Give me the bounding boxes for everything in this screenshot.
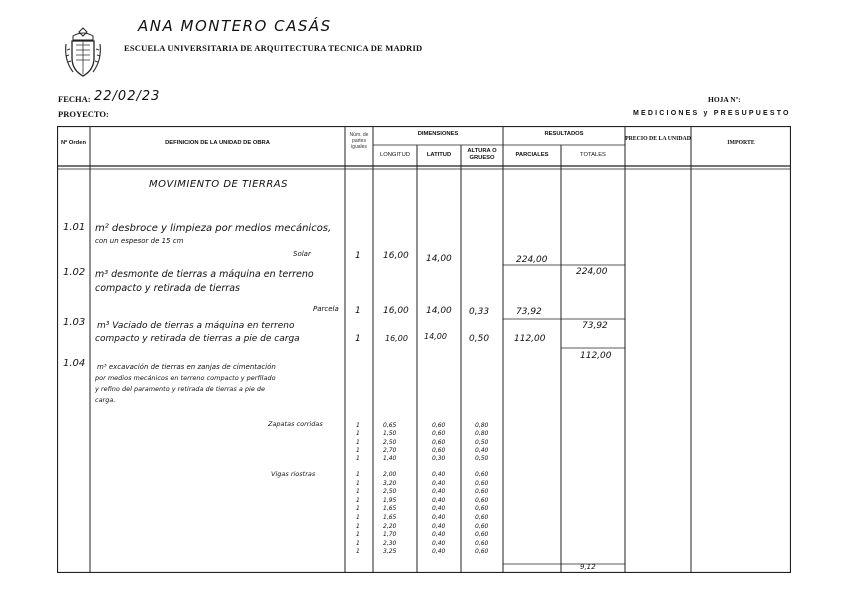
cell-p: 1 <box>356 422 360 429</box>
cell-a: 0,40 <box>432 471 446 478</box>
col-totales: TOTALES <box>580 152 606 158</box>
altura-value: 0,50 <box>469 334 490 344</box>
cell-h: 0,60 <box>475 496 489 504</box>
cell-a: 0,40 <box>432 548 446 556</box>
cell-h: 0,60 <box>475 539 489 547</box>
item-description: por medios mecánicos en terreno compacto y perfilado <box>95 374 276 382</box>
cell-h: 0,60 <box>475 548 489 556</box>
chapter-title: MOVIMIENTO DE TIERRAS <box>149 179 288 190</box>
col-latitud: LATITUD <box>426 152 452 158</box>
item-code: 1.04 <box>63 358 86 369</box>
cell-h: 0,60 <box>475 488 489 496</box>
parcial-value: 73,92 <box>516 307 542 317</box>
proyecto-label: PROYECTO: <box>58 109 109 119</box>
partes-value: 1 <box>355 334 361 344</box>
cell-p: 1 <box>356 548 360 556</box>
col-parciales: PARCIALES <box>515 152 549 158</box>
cell-a: 0,30 <box>432 455 446 463</box>
col-partes: Núm. de partes iguales <box>349 132 369 150</box>
measurement-label: Parcela <box>313 305 339 313</box>
fecha-label: FECHA: <box>58 94 91 104</box>
cell-h: 0,50 <box>475 438 489 446</box>
cell-p: 1 <box>356 479 360 487</box>
cell-l: 2,70 <box>383 446 397 454</box>
cell-h: 0,60 <box>475 531 489 539</box>
cell-a: 0,60 <box>432 446 446 454</box>
latitud-value: 14,00 <box>424 332 447 341</box>
partes-value: 1 <box>355 251 361 261</box>
cell-l: 3,20 <box>383 479 397 487</box>
total-value: 224,00 <box>576 267 608 277</box>
col-resultados: RESULTADOS <box>544 131 584 137</box>
col-orden: Nº Orden <box>61 140 86 146</box>
cell-a: 0,40 <box>432 479 446 487</box>
item-description: m³ Vaciado de tierras a máquina en terreno <box>97 321 295 331</box>
cell-l: 2,20 <box>383 522 397 530</box>
total-value: 9,12 <box>580 563 596 571</box>
item-description: m³ desmonte de tierras a máquina en terreno <box>95 269 314 280</box>
cell-l: 3,25 <box>383 548 397 556</box>
cell-h: 0,60 <box>475 514 489 521</box>
cell-l: 1,95 <box>383 496 397 504</box>
parcial-value: 112,00 <box>514 334 546 344</box>
cell-l: 2,00 <box>383 471 397 478</box>
cell-a: 0,60 <box>432 438 446 446</box>
longitud-value: 16,00 <box>383 306 409 316</box>
section-title: MEDICIONES y PRESUPUESTO <box>633 110 791 117</box>
cell-a: 0,40 <box>432 505 446 513</box>
item-code: 1.03 <box>63 317 86 328</box>
col-importe: IMPORTE <box>727 140 755 146</box>
latitud-value: 14,00 <box>426 254 452 264</box>
total-value: 112,00 <box>580 351 612 361</box>
measurement-label: Zapatas corridas <box>268 420 323 428</box>
cell-a: 0,40 <box>432 531 446 539</box>
col-definicion: DEFINICION DE LA UNIDAD DE OBRA <box>165 140 270 146</box>
hoja-label: HOJA Nº: <box>708 95 741 104</box>
col-longitud: LONGITUD <box>380 152 410 158</box>
latitud-value: 14,00 <box>426 306 452 316</box>
cell-h: 0,80 <box>475 430 489 438</box>
school-crest-logo <box>63 26 103 80</box>
item-code: 1.02 <box>63 267 86 278</box>
cell-p: 1 <box>356 539 360 547</box>
cell-a: 0,40 <box>432 488 446 496</box>
cell-h: 0,80 <box>475 422 489 429</box>
cell-h: 0,60 <box>475 471 489 478</box>
cell-p: 1 <box>356 471 360 478</box>
cell-p: 1 <box>356 522 360 530</box>
measurement-label: Solar <box>293 250 311 258</box>
item-description: compacto y retirada de tierras a pie de carga <box>95 334 300 344</box>
cell-l: 2,30 <box>383 539 397 547</box>
col-altura: ALTURA O GRUESO <box>467 148 497 161</box>
altura-value: 0,33 <box>469 307 490 317</box>
item-code: 1.01 <box>63 222 86 233</box>
item-description: compacto y retirada de tierras <box>95 283 240 294</box>
cell-p: 1 <box>356 505 360 513</box>
cell-l: 1,65 <box>383 514 397 521</box>
table-grid <box>57 126 791 573</box>
cell-h: 0,60 <box>475 522 489 530</box>
partes-value: 1 <box>355 306 361 316</box>
total-value: 73,92 <box>582 321 608 331</box>
cell-h: 0,50 <box>475 455 489 463</box>
cell-a: 0,40 <box>432 522 446 530</box>
cell-a: 0,40 <box>432 514 446 521</box>
cell-p: 1 <box>356 446 360 454</box>
longitud-value: 16,00 <box>383 251 409 261</box>
measurements-table <box>57 126 791 573</box>
cell-l: 1,50 <box>383 430 397 438</box>
cell-p: 1 <box>356 531 360 539</box>
col-dimensiones: DIMENSIONES <box>417 131 459 137</box>
author-name: ANA MONTERO CASÁS <box>138 17 332 35</box>
cell-l: 1,65 <box>383 505 397 513</box>
cell-p: 1 <box>356 455 360 463</box>
cell-p: 1 <box>356 430 360 438</box>
col-precio: PRECIO DE LA UNIDAD <box>625 136 691 142</box>
cell-l: 2,50 <box>383 438 397 446</box>
cell-p: 1 <box>356 438 360 446</box>
cell-a: 0,40 <box>432 496 446 504</box>
item-description: carga. <box>95 396 116 404</box>
item-description: y refino del paramento y retirada de tierras a pie de <box>95 385 266 393</box>
item-description: m³ excavación de tierras en zanjas de cimentación <box>97 363 276 371</box>
cell-a: 0,60 <box>432 430 446 438</box>
parcial-value: 224,00 <box>516 255 548 265</box>
cell-l: 1,70 <box>383 531 397 539</box>
cell-a: 0,40 <box>432 539 446 547</box>
cell-l: 0,65 <box>383 422 397 429</box>
cell-p: 1 <box>356 514 360 521</box>
item-description: m² desbroce y limpieza por medios mecánicos, <box>95 223 332 234</box>
fecha-value: 22/02/23 <box>94 89 161 104</box>
cell-p: 1 <box>356 496 360 504</box>
cell-h: 0,60 <box>475 505 489 513</box>
school-name: ESCUELA UNIVERSITARIA DE ARQUITECTURA TECNICA DE MADRID <box>124 43 423 53</box>
measurement-label: Vigas riostras <box>271 470 316 478</box>
cell-l: 2,50 <box>383 488 397 496</box>
cell-a: 0,60 <box>432 422 446 429</box>
item-description: con un espesor de 15 cm <box>95 237 184 245</box>
cell-h: 0,60 <box>475 479 489 487</box>
cell-l: 1,40 <box>383 455 397 463</box>
cell-h: 0,40 <box>475 446 489 454</box>
longitud-value: 16,00 <box>385 334 408 343</box>
cell-p: 1 <box>356 488 360 496</box>
